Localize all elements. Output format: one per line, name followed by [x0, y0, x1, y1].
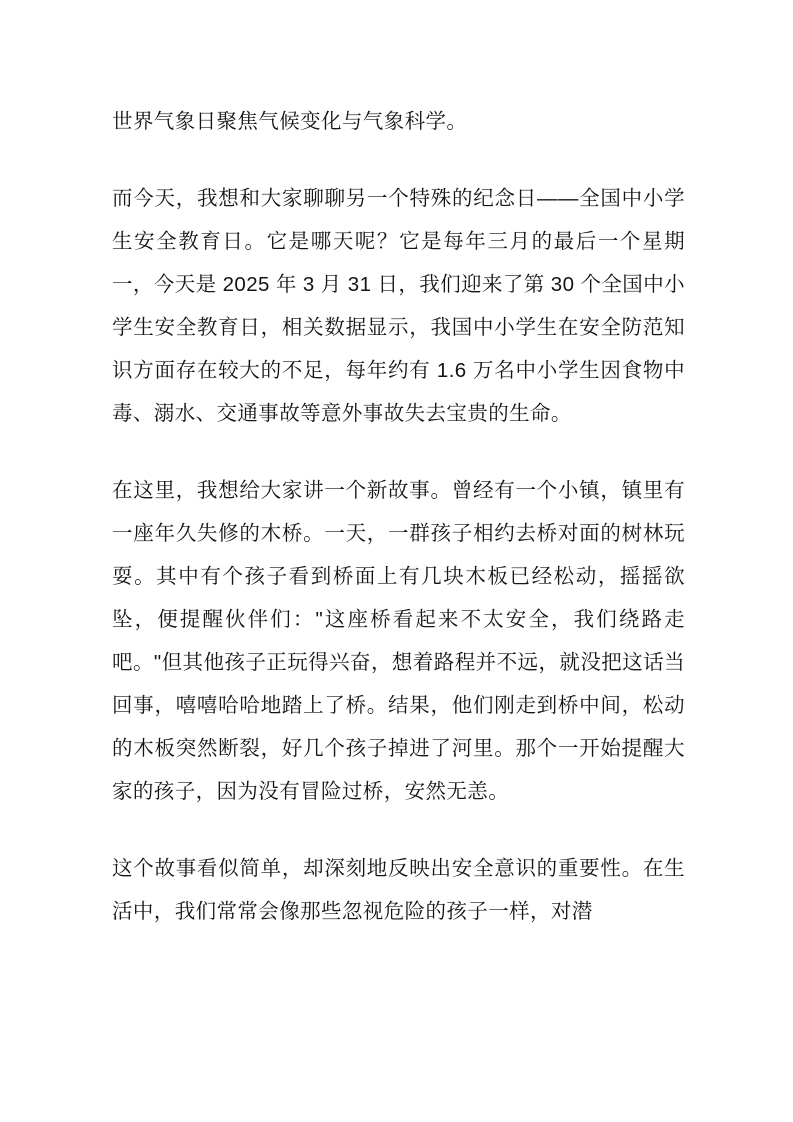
- paragraph: 世界气象日聚焦气候变化与气象科学。: [112, 110, 468, 133]
- paragraph: 这个故事看似简单，却深刻地反映出安全意识的重要性。在生活中，我们常常会像那些忽视危险的孩子一样，对潜: [112, 857, 685, 923]
- document-body: [112, 100, 685, 933]
- paragraph: 在这里，我想给大家讲一个新故事。曾经有一个小镇，镇里有一座年久失修的木桥。一天，一群孩子相约去桥对面的树林玩耍。其中有个孩子看到桥面上有几块木板已经松动，摇摇欲坠，便提醒伙伴们："这座桥看起来不太安全，我们绕路走吧。"但其他孩子正玩得兴奋，想着路程并不远，就没把这话当回事，嘻嘻哈哈地踏上了桥。结果，他们刚走到桥中间，松动的木板突然断裂，好几个孩子掉进了河里。那个一开始提醒大家的孩子，因为没有冒险过桥，安然无恙。: [112, 479, 685, 803]
- paragraph: 而今天，我想和大家聊聊另一个特殊的纪念日——全国中小学生安全教育日。它是哪天呢？它是每年三月的最后一个星期一，今天是 2025 年 3 月 31 日，我们迎来了第 30 个全国中小学生安全教育日，相关数据显示，我国中小学生在安全防范知识方面存在较大的不足，每年约有 1.6 万名中小学生因食物中毒、溺水、交通事故等意外事故失去宝贵的生命。: [112, 187, 685, 425]
